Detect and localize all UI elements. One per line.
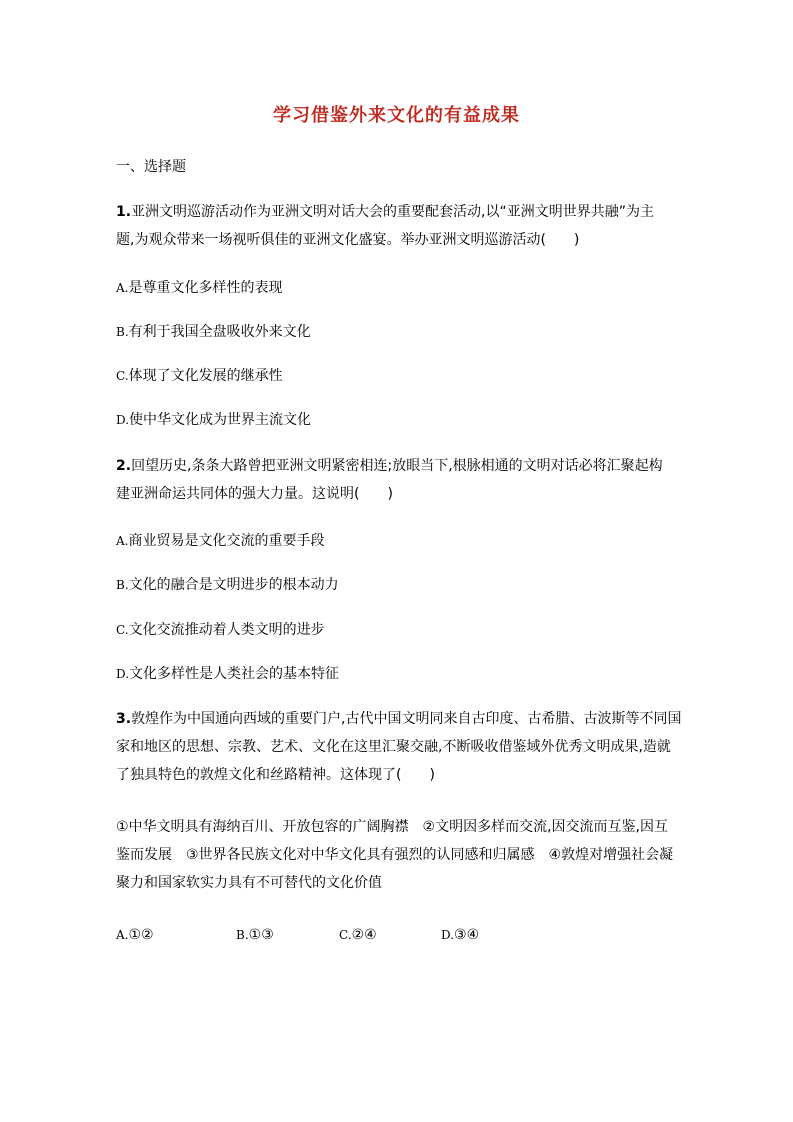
- question-1-number: 1.: [116, 204, 132, 220]
- question-2-option-b: B.文化的融合是文明进步的根本动力: [116, 577, 339, 593]
- question-1-line-2: 题,为观众带来一场视听俱佳的亚洲文化盛宴。举办亚洲文明巡游活动( ): [116, 232, 580, 248]
- question-1-stem: [116, 198, 686, 254]
- question-3-choice-d: D.③④: [441, 927, 480, 943]
- question-3-line-3: 了独具特色的敦煌文化和丝路精神。这体现了( ): [116, 767, 435, 783]
- question-3-line-1: 3.敦煌作为中国通向西域的重要门户,古代中国文明同来自古印度、古希腊、古波斯等不同国: [116, 711, 682, 727]
- question-3-stem: [116, 705, 686, 789]
- question-1-option-b: B.有利于我国全盘吸收外来文化: [116, 324, 311, 340]
- question-2-stem: [116, 452, 686, 508]
- statements-line-2: 鉴而发展 ③世界各民族文化对中华文化具有强烈的认同感和归属感 ④敦煌对增强社会凝: [116, 847, 674, 863]
- question-2-option-d: D.文化多样性是人类社会的基本特征: [116, 666, 340, 682]
- question-3-line-2: 家和地区的思想、宗教、艺术、文化在这里汇聚交融,不断吸收借鉴域外优秀文明成果,造就: [116, 739, 671, 755]
- question-2-option-c: C.文化交流推动着人类文明的进步: [116, 622, 325, 638]
- question-1-option-d: D.使中华文化成为世界主流文化: [116, 412, 312, 428]
- page-title: 学习借鉴外来文化的有益成果: [273, 105, 520, 126]
- question-2-option-a: A.商业贸易是文化交流的重要手段: [116, 533, 325, 549]
- question-3-statements: [116, 813, 686, 897]
- question-1-option-a: A.是尊重文化多样性的表现: [116, 280, 283, 296]
- question-3-choice-b: B.①③: [236, 927, 274, 943]
- question-1-option-c: C.体现了文化发展的继承性: [116, 368, 283, 384]
- question-3-number: 3.: [116, 711, 132, 727]
- statements-line-3: 聚力和国家软实力具有不可替代的文化价值: [116, 875, 382, 891]
- question-3-choice-c: C.②④: [339, 927, 377, 943]
- section-heading: 一、选择题: [116, 159, 186, 175]
- statements-line-1: ①中华文明具有海纳百川、开放包容的广阔胸襟 ②文明因多样而交流,因交流而互鉴,因互: [116, 819, 668, 835]
- question-1-line-1: 1.亚洲文明巡游活动作为亚洲文明对话大会的重要配套活动,以“亚洲文明世界共融”为主: [116, 204, 655, 220]
- question-2-line-2: 建亚洲命运共同体的强大力量。这说明( ): [116, 486, 393, 502]
- question-3-choice-a: A.①②: [116, 927, 154, 943]
- question-2-line-1: 2.回望历史,条条大路曾把亚洲文明紧密相连;放眼当下,根脉相通的文明对话必将汇聚起构: [116, 458, 663, 474]
- question-2-number: 2.: [116, 458, 132, 474]
